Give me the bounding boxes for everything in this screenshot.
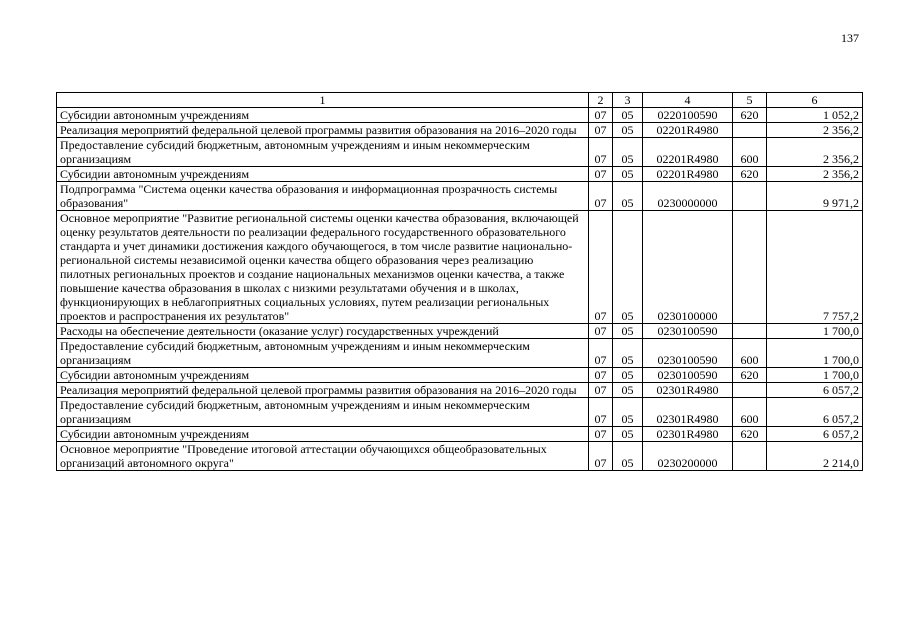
header-col-1: 1 <box>57 93 589 108</box>
subsection-code: 05 <box>613 339 643 368</box>
subsection-code: 05 <box>613 324 643 339</box>
table-row <box>57 339 863 368</box>
subsection-code: 05 <box>613 167 643 182</box>
target-article-code: 02301R4980 <box>643 427 733 442</box>
subsection-code: 05 <box>613 108 643 123</box>
header-col-4: 4 <box>643 93 733 108</box>
table-row <box>57 108 863 123</box>
item-name: Субсидии автономным учреждениям <box>57 167 589 182</box>
amount: 6 057,2 <box>767 427 863 442</box>
target-article-code: 0230100000 <box>643 211 733 324</box>
expense-type-code: 620 <box>733 108 767 123</box>
header-col-3: 3 <box>613 93 643 108</box>
table-row <box>57 324 863 339</box>
expense-type-code: 620 <box>733 368 767 383</box>
expense-type-code: 620 <box>733 427 767 442</box>
amount: 1 052,2 <box>767 108 863 123</box>
item-name: Реализация мероприятий федеральной целевой программы развития образования на 2016–2020 годы <box>57 383 589 398</box>
header-col-2: 2 <box>589 93 613 108</box>
amount: 9 971,2 <box>767 182 863 211</box>
expense-type-code: 600 <box>733 398 767 427</box>
target-article-code: 02201R4980 <box>643 167 733 182</box>
subsection-code: 05 <box>613 182 643 211</box>
expense-type-code: 600 <box>733 138 767 167</box>
table-row <box>57 383 863 398</box>
section-code: 07 <box>589 182 613 211</box>
section-code: 07 <box>589 368 613 383</box>
amount: 1 700,0 <box>767 339 863 368</box>
amount: 1 700,0 <box>767 368 863 383</box>
amount: 2 356,2 <box>767 167 863 182</box>
item-name: Предоставление субсидий бюджетным, автономным учреждениям и иным некоммерческим организациям <box>57 339 589 368</box>
page-number: 137 <box>841 31 859 45</box>
section-code: 07 <box>589 427 613 442</box>
item-name: Основное мероприятие "Проведение итоговой аттестации обучающихся общеобразовательных организаций автономного округа" <box>57 442 589 471</box>
expense-type-code <box>733 182 767 211</box>
target-article-code: 0230100590 <box>643 368 733 383</box>
table-row <box>57 398 863 427</box>
section-code: 07 <box>589 167 613 182</box>
expense-type-code: 600 <box>733 339 767 368</box>
amount: 2 214,0 <box>767 442 863 471</box>
budget-table <box>56 92 863 471</box>
section-code: 07 <box>589 211 613 324</box>
section-code: 07 <box>589 108 613 123</box>
table-row <box>57 138 863 167</box>
item-name: Субсидии автономным учреждениям <box>57 368 589 383</box>
subsection-code: 05 <box>613 138 643 167</box>
table-row <box>57 368 863 383</box>
item-name: Предоставление субсидий бюджетным, автономным учреждениям и иным некоммерческим организациям <box>57 138 589 167</box>
amount: 2 356,2 <box>767 138 863 167</box>
item-name: Расходы на обеспечение деятельности (оказание услуг) государственных учреждений <box>57 324 589 339</box>
section-code: 07 <box>589 442 613 471</box>
table-row <box>57 167 863 182</box>
target-article-code: 0230200000 <box>643 442 733 471</box>
amount: 6 057,2 <box>767 398 863 427</box>
item-name: Субсидии автономным учреждениям <box>57 427 589 442</box>
item-name: Реализация мероприятий федеральной целевой программы развития образования на 2016–2020 годы <box>57 123 589 138</box>
amount: 1 700,0 <box>767 324 863 339</box>
item-name: Предоставление субсидий бюджетным, автономным учреждениям и иным некоммерческим организациям <box>57 398 589 427</box>
target-article-code: 0230100590 <box>643 324 733 339</box>
section-code: 07 <box>589 324 613 339</box>
subsection-code: 05 <box>613 398 643 427</box>
amount: 7 757,2 <box>767 211 863 324</box>
table-row <box>57 182 863 211</box>
section-code: 07 <box>589 123 613 138</box>
table-body <box>57 108 863 471</box>
target-article-code: 02301R4980 <box>643 383 733 398</box>
section-code: 07 <box>589 383 613 398</box>
item-name: Подпрограмма "Система оценки качества образования и информационная прозрачность системы образования" <box>57 182 589 211</box>
amount: 2 356,2 <box>767 123 863 138</box>
table-header-row <box>57 93 863 108</box>
target-article-code: 0220100590 <box>643 108 733 123</box>
subsection-code: 05 <box>613 368 643 383</box>
target-article-code: 0230000000 <box>643 182 733 211</box>
subsection-code: 05 <box>613 442 643 471</box>
subsection-code: 05 <box>613 211 643 324</box>
amount: 6 057,2 <box>767 383 863 398</box>
header-col-5: 5 <box>733 93 767 108</box>
expense-type-code <box>733 324 767 339</box>
table-row <box>57 442 863 471</box>
item-name: Субсидии автономным учреждениям <box>57 108 589 123</box>
target-article-code: 02201R4980 <box>643 123 733 138</box>
subsection-code: 05 <box>613 427 643 442</box>
target-article-code: 0230100590 <box>643 339 733 368</box>
section-code: 07 <box>589 339 613 368</box>
table-row <box>57 211 863 324</box>
subsection-code: 05 <box>613 123 643 138</box>
section-code: 07 <box>589 138 613 167</box>
section-code: 07 <box>589 398 613 427</box>
subsection-code: 05 <box>613 383 643 398</box>
table-row <box>57 427 863 442</box>
target-article-code: 02301R4980 <box>643 398 733 427</box>
header-col-6: 6 <box>767 93 863 108</box>
target-article-code: 02201R4980 <box>643 138 733 167</box>
item-name: Основное мероприятие "Развитие региональной системы оценки качества образования, включающей оценку результатов деятельности по реализации федерального государственного образовательного стандарта и учет динамики достижения каждого обучающегося, в том числе развитие национально-региональной системы независимой оценки качества общего образования через реализацию пилотных региональных проектов и создание национальных механизмов оценки качества, а также повышение качества образования в школах с низкими результатами обучения и в школах, функционирующих в неблагоприятных социальных условиях, путем реализации региональных проектов и распространения их результатов" <box>57 211 589 324</box>
expense-type-code <box>733 211 767 324</box>
expense-type-code <box>733 383 767 398</box>
expense-type-code <box>733 442 767 471</box>
expense-type-code: 620 <box>733 167 767 182</box>
table-row <box>57 123 863 138</box>
expense-type-code <box>733 123 767 138</box>
